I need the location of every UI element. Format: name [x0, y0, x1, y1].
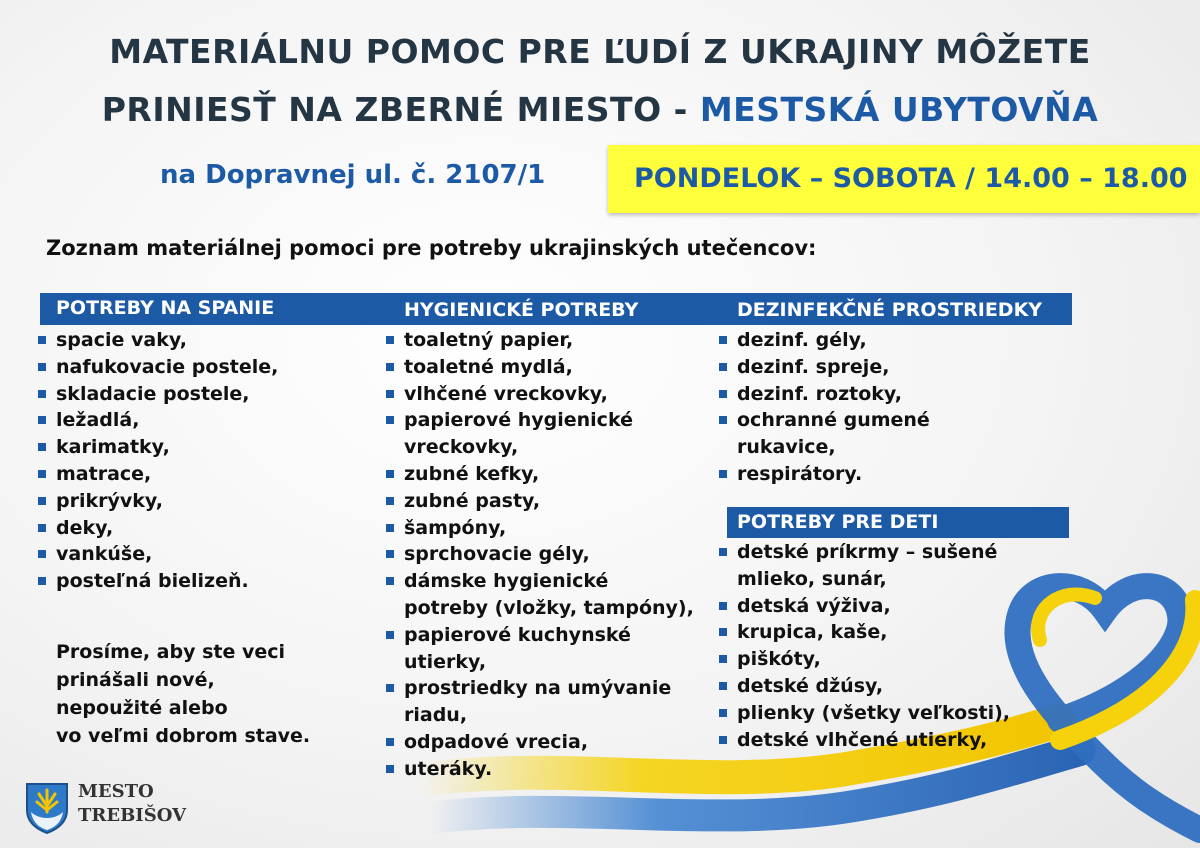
logo-line-1: MESTO [78, 781, 154, 802]
trebisov-coat-of-arms-icon [25, 782, 69, 834]
list-item: dezinf. roztoky, [719, 381, 930, 408]
list-item-continuation: riadu, [404, 704, 468, 727]
list-item: posteľná bielizeň. [38, 568, 278, 595]
bullet-icon [38, 577, 46, 585]
bullet-icon [719, 736, 727, 744]
list-children [719, 539, 1010, 753]
bullet-icon [386, 336, 394, 344]
bullet-icon [719, 336, 727, 344]
list-item: detská výživa, [719, 593, 1010, 620]
headline-line-2-main: PRINIESŤ NA ZBERNÉ MIESTO - [101, 90, 688, 129]
note-line: prinášali nové, [56, 669, 215, 691]
bullet-icon [719, 470, 727, 478]
bullet-icon [386, 390, 394, 398]
bullet-icon [38, 336, 46, 344]
bullet-icon [719, 602, 727, 610]
list-item: vankúše, [38, 541, 278, 568]
bullet-icon [719, 548, 727, 556]
list-item: matrace, [38, 461, 278, 488]
list-item: dámske hygienické [386, 568, 694, 595]
bullet-icon [386, 738, 394, 746]
address: na Dopravnej ul. č. 2107/1 [160, 160, 546, 190]
bullet-icon [38, 416, 46, 424]
headline-line-2 [0, 90, 1200, 129]
list-item: zubné kefky, [386, 461, 694, 488]
opening-hours-box [608, 145, 1200, 213]
list-item: plienky (všetky veľkosti), [719, 700, 1010, 727]
list-item: detské vlhčené utierky, [719, 727, 1010, 754]
bullet-icon [386, 416, 394, 424]
request-note [56, 638, 310, 750]
heading-disinfection: DEZINFEKČNÉ PROSTRIEDKY [737, 299, 1043, 321]
list-item: sprchovacie gély, [386, 541, 694, 568]
bullet-icon [386, 470, 394, 478]
heading-sleeping: POTREBY NA SPANIE [56, 297, 275, 319]
list-item: papierové hygienické [386, 407, 694, 434]
list-item: šampóny, [386, 515, 694, 542]
list-item: respirátory. [719, 461, 930, 488]
bullet-icon [719, 363, 727, 371]
bullet-icon [38, 363, 46, 371]
list-item: dezinf. spreje, [719, 354, 930, 381]
bullet-icon [719, 682, 727, 690]
bullet-icon [38, 550, 46, 558]
list-item-continuation: vreckovky, [404, 436, 519, 459]
list-item: ochranné gumené [719, 407, 930, 434]
bullet-icon [38, 443, 46, 451]
list-item: odpadové vrecia, [386, 729, 694, 756]
note-line: Prosíme, aby ste veci [56, 641, 286, 663]
list-item: detské príkrmy – sušené [719, 539, 1010, 566]
list-item: prikrývky, [38, 488, 278, 515]
list-item: karimatky, [38, 434, 278, 461]
bullet-icon [719, 709, 727, 717]
list-item-continuation: potreby (vložky, tampóny), [404, 596, 694, 619]
list-item: dezinf. gély, [719, 327, 930, 354]
list-sleeping [38, 327, 278, 595]
bullet-icon [38, 524, 46, 532]
list-item: toaletné mydlá, [386, 354, 694, 381]
bullet-icon [386, 363, 394, 371]
logo-line-2: TREBIŠOV [78, 805, 187, 826]
bullet-icon [719, 628, 727, 636]
list-disinfection [719, 327, 930, 488]
note-line: nepoužité alebo [56, 697, 228, 719]
bullet-icon [386, 684, 394, 692]
bullet-icon [386, 631, 394, 639]
bullet-icon [386, 550, 394, 558]
list-item: prostriedky na umývanie [386, 675, 694, 702]
headline-line-2-accent: MESTSKÁ UBYTOVŇA [699, 90, 1099, 129]
list-item: uteráky. [386, 756, 694, 783]
list-item-continuation: rukavice, [737, 436, 836, 459]
note-line: vo veľmi dobrom stave. [56, 725, 311, 747]
list-item: krupica, kaše, [719, 619, 1010, 646]
bullet-icon [38, 470, 46, 478]
list-item: deky, [38, 515, 278, 542]
list-item: toaletný papier, [386, 327, 694, 354]
list-item: zubné pasty, [386, 488, 694, 515]
heading-hygiene: HYGIENICKÉ POTREBY [404, 299, 639, 321]
list-item-continuation: mlieko, sunár, [737, 567, 887, 590]
bullet-icon [386, 577, 394, 585]
list-item: detské džúsy, [719, 673, 1010, 700]
list-item: ležadlá, [38, 407, 278, 434]
list-item: papierové kuchynské [386, 622, 694, 649]
bullet-icon [386, 497, 394, 505]
list-item: vlhčené vreckovky, [386, 381, 694, 408]
bullet-icon [38, 390, 46, 398]
list-item: piškóty, [719, 646, 1010, 673]
bullet-icon [386, 765, 394, 773]
list-hygiene [386, 327, 694, 783]
list-item: skladacie postele, [38, 381, 278, 408]
list-item-continuation: utierky, [404, 650, 487, 673]
heading-children: POTREBY PRE DETI [737, 511, 939, 533]
logo-text [78, 780, 186, 828]
opening-hours: PONDELOK – SOBOTA / 14.00 – 18.00 [634, 163, 1188, 194]
bullet-icon [719, 416, 727, 424]
bullet-icon [719, 655, 727, 663]
headline-line-1: MATERIÁLNU POMOC PRE ĽUDÍ Z UKRAJINY MÔŽETE [109, 32, 1091, 71]
bullet-icon [386, 524, 394, 532]
list-item: spacie vaky, [38, 327, 278, 354]
bullet-icon [719, 390, 727, 398]
intro-text: Zoznam materiálnej pomoci pre potreby ukrajinských utečencov: [46, 236, 817, 260]
list-item: nafukovacie postele, [38, 354, 278, 381]
bullet-icon [38, 497, 46, 505]
